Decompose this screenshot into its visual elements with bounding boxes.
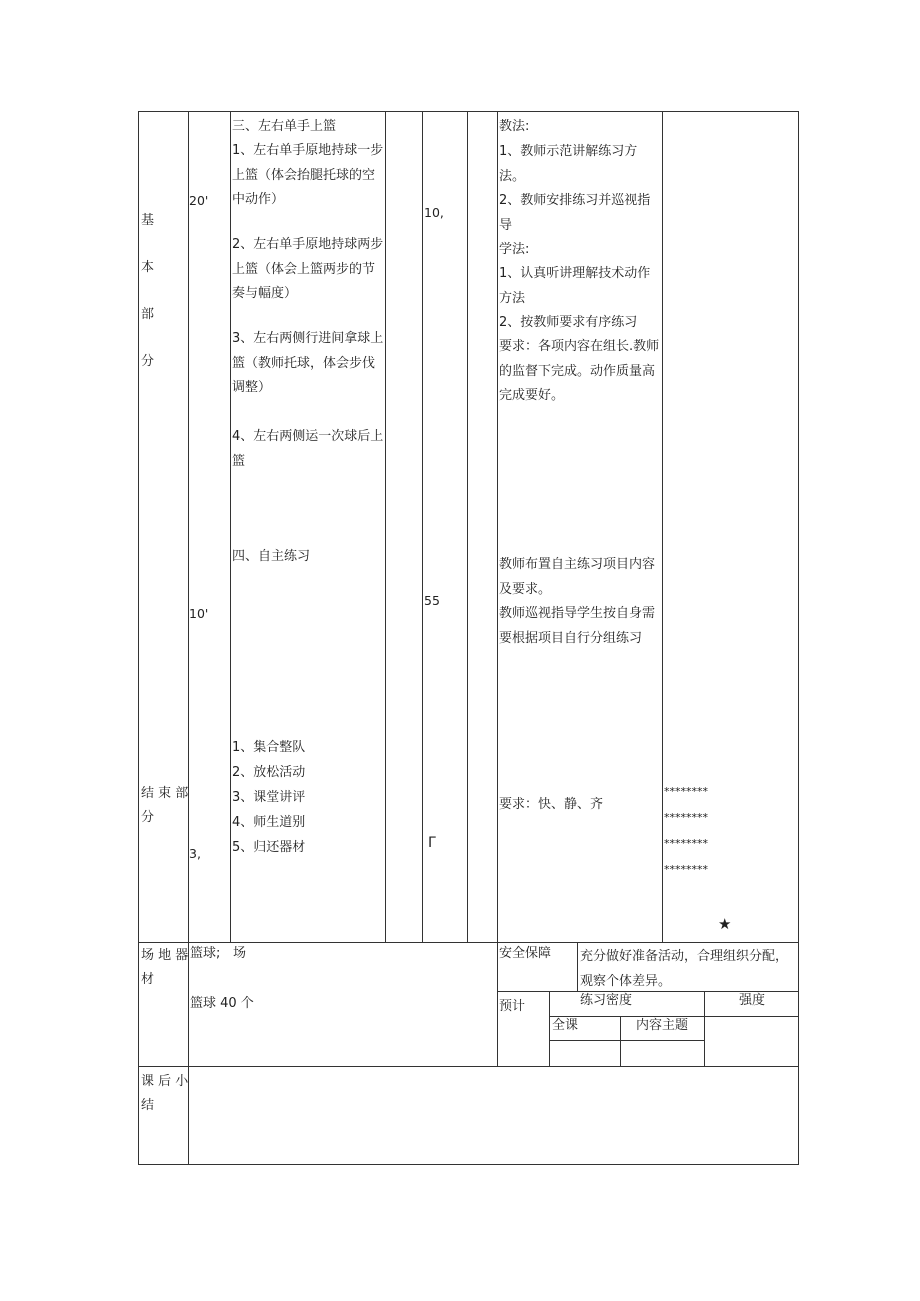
estimate-label: 预计	[499, 999, 526, 1014]
col-divider-2	[230, 111, 231, 942]
teacher-star-icon: ★	[718, 915, 732, 933]
row-divider-summary	[138, 1066, 799, 1067]
topic-label: 内容主题	[636, 1018, 689, 1033]
col-divider-safety	[577, 942, 578, 991]
field-equipment: 篮球;	[190, 946, 221, 961]
section-venue-line-2: 材	[141, 972, 155, 987]
table-border-left	[138, 111, 139, 1165]
intensity-label: 强度	[739, 993, 766, 1008]
col-divider-estimate	[549, 991, 550, 1066]
section-basic-char-4: 分	[141, 354, 155, 369]
col-divider-topic	[620, 1016, 621, 1066]
section-basic-char-3: 部	[141, 307, 155, 322]
count-value-2: 55	[424, 593, 440, 608]
teach-method-2: 2、教师安排练习并巡视指导	[499, 193, 651, 233]
safety-label: 安全保障	[499, 946, 552, 961]
count-value-1: 10,	[424, 205, 444, 220]
free-practice-method-1: 教师布置自主练习项目内容及要求。	[499, 557, 656, 597]
col-divider-5	[467, 111, 468, 942]
col-divider-3	[385, 111, 386, 942]
table-border-right	[798, 111, 799, 1165]
content-item-4: 4、左右两侧运一次球后上篮	[232, 429, 384, 469]
ball-count: 篮球 40 个	[190, 996, 254, 1011]
end-item-5: 5、归还器材	[232, 840, 306, 855]
count-value-3: Γ	[428, 835, 436, 851]
requirement-text: 要求：各项内容在组长.教师的监督下完成。动作质量高完成要好。	[499, 339, 660, 403]
whole-lesson-label: 全课	[552, 1018, 579, 1033]
formation-row-4: ********	[664, 863, 708, 876]
end-item-2: 2、放松活动	[232, 765, 306, 780]
formation-row-2: ********	[664, 811, 708, 824]
section-summary-line-1: 课 后 小	[141, 1074, 189, 1089]
section-basic-char-1: 基	[141, 213, 155, 228]
content-item-1: 1、左右单手原地持球一步上篮（体会抬腿托球的空中动作）	[232, 143, 384, 207]
learn-method-2: 2、按教师要求有序练习	[499, 315, 638, 330]
free-practice-method-2: 教师巡视指导学生按自身需要根据项目自行分组练习	[499, 606, 656, 646]
time-value-2: 10'	[189, 606, 209, 621]
time-value-3: 3,	[189, 846, 201, 861]
section-end-line-2: 分	[141, 810, 155, 825]
formation-row-3: ********	[664, 837, 708, 850]
col-divider-7	[662, 111, 663, 942]
end-item-1: 1、集合整队	[232, 740, 306, 755]
teach-method-1: 1、教师示范讲解练习方法。	[499, 144, 638, 184]
content-item-3: 3、左右两侧行进间拿球上篮（教师托球，体会步伐调整）	[232, 331, 384, 395]
free-practice-title: 四、自主练习	[232, 549, 311, 564]
col-divider-1	[188, 111, 189, 1165]
end-requirement: 要求：快、静、齐	[499, 797, 604, 812]
layup-title: 三、左右单手上篮	[232, 119, 337, 134]
col-divider-intensity	[704, 991, 705, 1066]
learn-method-1: 1、认真听讲理解技术动作方法	[499, 266, 651, 306]
section-summary-line-2: 结	[141, 1098, 155, 1113]
table-border-top	[138, 111, 799, 112]
section-end-line-1: 结 束 部	[141, 786, 189, 801]
density-label: 练习密度	[580, 993, 633, 1008]
teach-method-label: 教法:	[499, 119, 530, 134]
time-value-1: 20'	[189, 193, 209, 208]
content-item-2: 2、左右单手原地持球两步上篮（体会上篮两步的节奏与幅度）	[232, 237, 384, 301]
learn-method-label: 学法:	[499, 242, 530, 257]
safety-text: 充分做好准备活动，合理组织分配，观察个体差异。	[580, 949, 789, 989]
table-border-bottom	[138, 1164, 799, 1165]
section-basic-char-2: 本	[141, 260, 155, 275]
col-divider-6	[497, 111, 498, 1066]
field-equipment-2: 场	[233, 946, 247, 961]
row-divider-sub	[549, 1040, 704, 1041]
section-venue-line-1: 场 地 器	[141, 948, 189, 963]
col-divider-4	[422, 111, 423, 942]
end-item-4: 4、师生道别	[232, 815, 306, 830]
end-item-3: 3、课堂讲评	[232, 790, 306, 805]
formation-row-1: ********	[664, 785, 708, 798]
